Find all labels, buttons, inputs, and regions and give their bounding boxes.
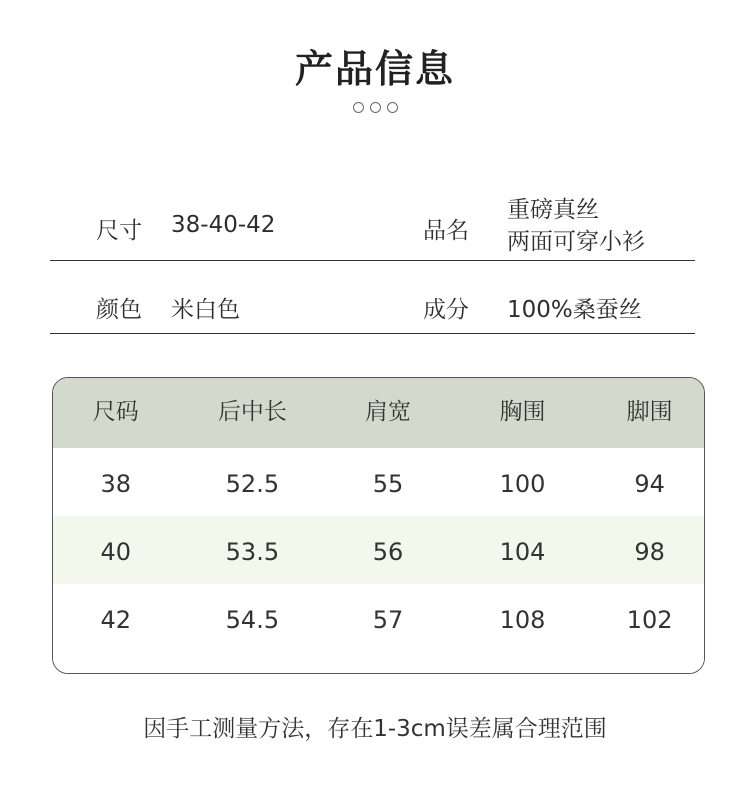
material-value: 100%桑蚕丝 xyxy=(507,297,642,323)
table-cell: 40 xyxy=(100,538,132,566)
table-header-row xyxy=(53,378,704,448)
table-cell: 42 xyxy=(100,606,132,634)
size-label: 尺寸 xyxy=(96,218,142,244)
table-row xyxy=(53,448,704,516)
table-cell: 98 xyxy=(634,538,665,566)
info-row-size xyxy=(50,190,695,261)
header-cell-shoulder: 肩宽 xyxy=(364,399,411,425)
color-value: 米白色 xyxy=(171,297,240,323)
circle-icon xyxy=(387,102,398,113)
circle-icon xyxy=(353,102,364,113)
table-cell: 104 xyxy=(499,538,546,566)
size-table xyxy=(52,377,705,674)
product-name-line2: 两面可穿小衫 xyxy=(507,229,645,255)
decorative-dots xyxy=(0,102,750,113)
table-cell: 100 xyxy=(499,470,546,498)
table-cell: 54.5 xyxy=(225,606,280,634)
table-cell: 55 xyxy=(372,470,404,498)
color-label: 颜色 xyxy=(96,297,142,323)
table-row xyxy=(53,584,704,674)
material-label: 成分 xyxy=(423,297,469,323)
size-value: 38-40-42 xyxy=(171,212,276,238)
table-cell: 102 xyxy=(626,606,673,634)
table-row xyxy=(53,516,704,584)
table-cell: 52.5 xyxy=(225,470,280,498)
table-cell: 108 xyxy=(499,606,546,634)
product-name-label: 品名 xyxy=(423,218,469,244)
info-row-color xyxy=(50,262,695,334)
product-name-line1: 重磅真丝 xyxy=(507,197,599,223)
table-cell: 56 xyxy=(372,538,404,566)
measurement-note: 因手工测量方法，存在1-3cm误差属合理范围 xyxy=(143,716,607,742)
table-cell: 38 xyxy=(100,470,132,498)
circle-icon xyxy=(370,102,381,113)
table-cell: 94 xyxy=(634,470,665,498)
header-cell-length: 后中长 xyxy=(217,399,287,425)
header-cell-hem: 脚围 xyxy=(626,399,673,425)
page-title: 产品信息 xyxy=(294,47,455,91)
header-cell-chest: 胸围 xyxy=(499,399,546,425)
table-cell: 57 xyxy=(372,606,404,634)
header-cell-size: 尺码 xyxy=(92,399,139,425)
product-name-value xyxy=(507,194,645,258)
table-cell: 53.5 xyxy=(225,538,280,566)
